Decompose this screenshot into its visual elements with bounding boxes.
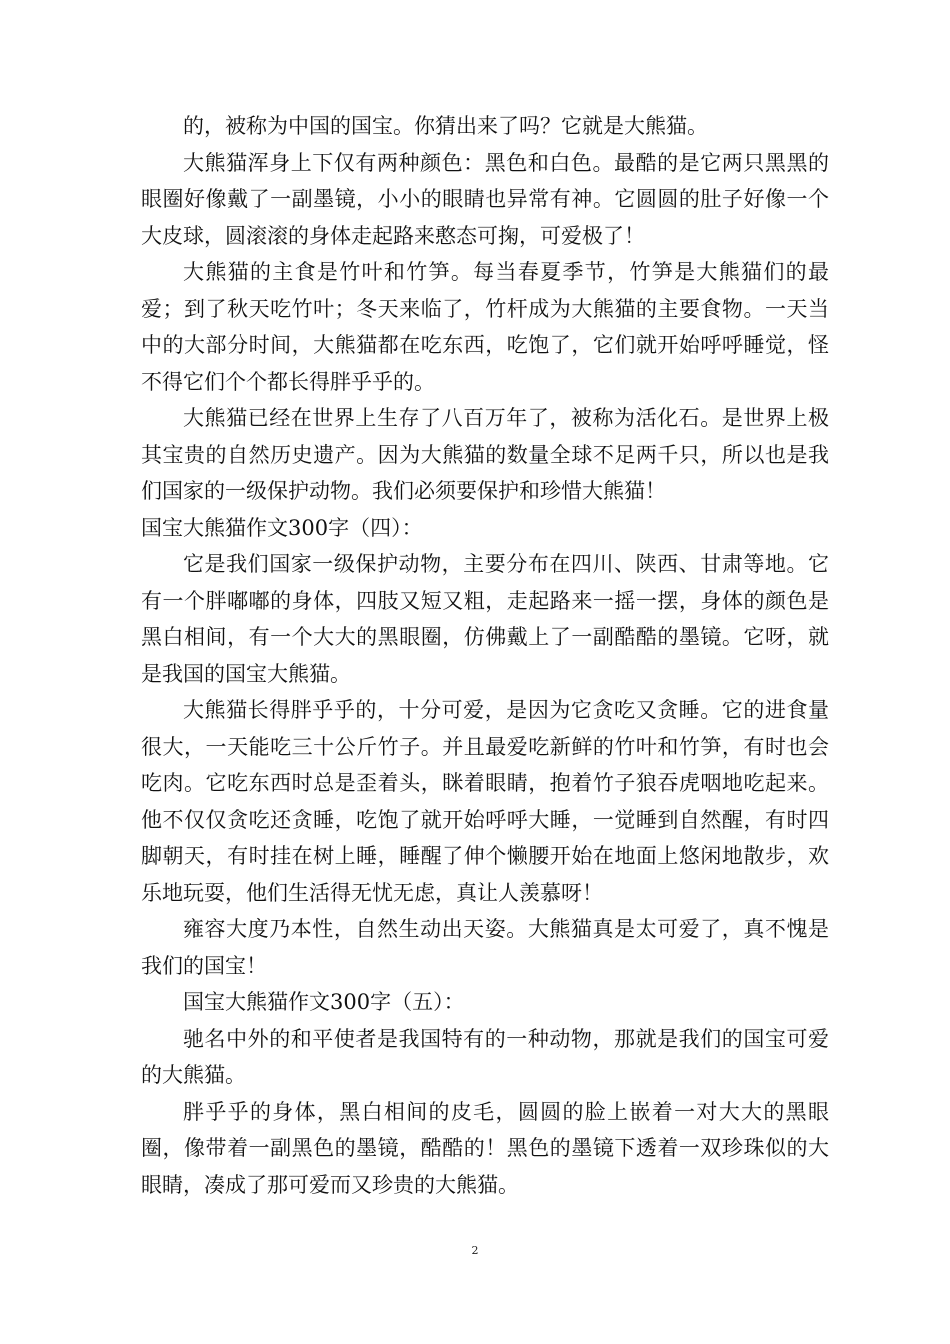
- section-heading-5: 国宝大熊猫作文300字（五）：: [183, 990, 465, 1014]
- paragraph-9: 胖乎乎的身体，黑白相间的皮毛，圆圆的脸上嵌着一对大大的黑眼圈，像带着一副黑色的墨镜，酷酷的！黑色的墨镜下透着一双珍珠似的大眼睛，凑成了那可爱而又珍贵的大熊猫。: [141, 1099, 829, 1197]
- paragraph-6: 大熊猫长得胖乎乎的，十分可爱，是因为它贪吃又贪睡。它的进食量很大，一天能吃三十公斤竹子。并且最爱吃新鲜的竹叶和竹笋，有时也会吃肉。它吃东西时总是歪着头，眯着眼睛，抱着竹子狼吞虎咽地吃起来。他不仅仅贪吃还贪睡，吃饱了就开始呼呼大睡，一觉睡到自然醒，有时四脚朝天，有时挂在树上睡，睡醒了伸个懒腰开始在地面上悠闲地散步，欢乐地玩耍，他们生活得无忧无虑，真让人羡慕呀！: [141, 698, 829, 905]
- section-heading-4: 国宝大熊猫作文300字（四）：: [141, 515, 423, 540]
- paragraph-3: 大熊猫的主食是竹叶和竹笋。每当春夏季节，竹笋是大熊猫们的最爱；到了秋天吃竹叶；冬天来临了，竹杆成为大熊猫的主要食物。一天当中的大部分时间，大熊猫都在吃东西，吃饱了，它们就开始呼呼睡觉，怪不得它们个个都长得胖乎乎的。: [141, 260, 829, 394]
- paragraph-8: 驰名中外的和平使者是我国特有的一种动物，那就是我们的国宝可爱的大熊猫。: [141, 1026, 829, 1087]
- paragraph-7: 雍容大度乃本性，自然生动出天姿。大熊猫真是太可爱了，真不愧是我们的国宝！: [141, 917, 829, 978]
- page-number: 2: [471, 1244, 479, 1257]
- paragraph-5: 它是我们国家一级保护动物，主要分布在四川、陕西、甘肃等地。它有一个胖嘟嘟的身体，四肢又短又粗，走起路来一摇一摆，身体的颜色是黑白相间，有一个大大的黑眼圈，仿佛戴上了一副酷酷的墨镜。它呀，就是我国的国宝大熊猫。: [141, 552, 829, 686]
- paragraph-2: 大熊猫浑身上下仅有两种颜色：黑色和白色。最酷的是它两只黑黑的眼圈好像戴了一副墨镜，小小的眼睛也异常有神。它圆圆的肚子好像一个大皮球，圆滚滚的身体走起路来憨态可掬，可爱极了！: [141, 150, 829, 248]
- document-body: [141, 108, 829, 1203]
- paragraph-4: 大熊猫已经在世界上生存了八百万年了，被称为活化石。是世界上极其宝贵的自然历史遗产。因为大熊猫的数量全球不足两千只，所以也是我们国家的一级保护动物。我们必须要保护和珍惜大熊猫！: [141, 406, 829, 503]
- paragraph-1: 的，被称为中国的国宝。你猜出来了吗？它就是大熊猫。: [183, 114, 708, 138]
